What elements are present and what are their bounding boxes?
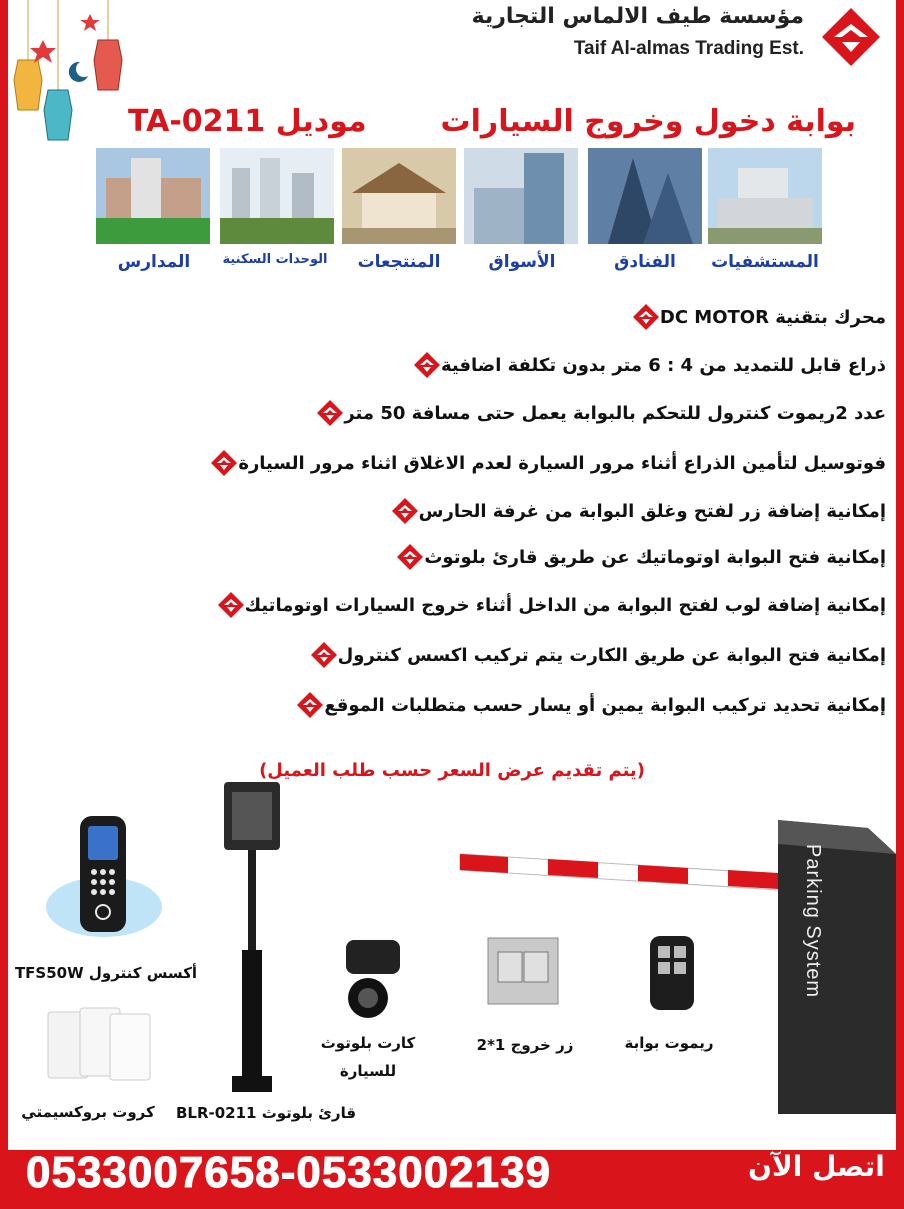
feature-text: إمكانية فتح البوابة اوتوماتيك عن طريق قارئ بلوتوث	[424, 546, 886, 568]
phone-numbers[interactable]: 0533007658-0533002139	[26, 1148, 552, 1197]
feature-item	[298, 640, 886, 670]
feature-item	[205, 590, 886, 620]
diamond-bullet-icon	[391, 497, 419, 525]
feature-item	[198, 448, 886, 478]
model-number: موديل TA-0211	[128, 104, 367, 139]
diamond-bullet-icon	[296, 691, 324, 719]
venue-photo-schools	[96, 148, 210, 244]
call-now-label: اتصل الآن	[748, 1150, 885, 1183]
diamond-bullet-icon	[413, 351, 441, 379]
proximity-cards-image	[44, 1006, 154, 1082]
feature-text: عدد 2ريموت كنترول للتحكم بالبوابة يعمل حتى مسافة 50 متر	[344, 402, 886, 424]
company-logo-icon	[820, 6, 882, 68]
venue-photo-residential	[220, 148, 334, 244]
diamond-bullet-icon	[210, 449, 238, 477]
feature-item	[379, 496, 886, 526]
feature-text: إمكانية إضافة لوب لفتح البوابة من الداخل أثناء خروج السيارات اوتوماتيك	[244, 594, 886, 616]
venue-label-schools: المدارس	[117, 252, 191, 272]
company-name-english: Taif Al-almas Trading Est.	[573, 38, 804, 59]
diamond-bullet-icon	[310, 641, 338, 669]
venue-label-hospitals: المستشفيات	[711, 252, 819, 272]
access-control-device-image	[44, 812, 164, 942]
exit-button-label: زر خروج 1*2	[476, 1036, 574, 1054]
bluetooth-card-label-line1: كارت بلوتوث	[320, 1034, 416, 1052]
company-name-arabic: مؤسسة طيف الالماس التجارية	[471, 4, 804, 29]
venue-photo-hospitals	[708, 148, 822, 244]
barrier-brand-text: Parking System	[802, 844, 824, 999]
bluetooth-reader-label: قارئ بلوتوث BLR-0211	[175, 1104, 357, 1122]
bluetooth-card-label-line2: للسيارة	[339, 1062, 397, 1080]
feature-text: محرك بتقنية DC MOTOR	[659, 306, 886, 328]
bluetooth-reader-pole-image	[212, 778, 292, 1098]
feature-text: فوتوسيل لتأمين الذراع أثناء مرور السيارة لعدم الاغلاق اثناء مرور السيارة	[238, 452, 886, 474]
feature-text: ذراع قابل للتمديد من 4 : 6 متر بدون تكلفة اضافية	[441, 354, 886, 376]
venue-label-hotels: الفنادق	[614, 252, 676, 272]
diamond-bullet-icon	[396, 543, 424, 571]
proximity-cards-label: كروت بروكسيمتي	[21, 1103, 155, 1121]
diamond-bullet-icon	[316, 399, 344, 427]
feature-item	[401, 350, 886, 380]
barrier-text-wrap	[794, 844, 854, 1064]
flyer-sheet	[8, 0, 896, 1150]
feature-item	[620, 302, 886, 332]
feature-text: إمكانية إضافة زر لفتح وغلق البوابة من غرفة الحارس	[418, 500, 886, 522]
venue-label-malls: الأسواق	[488, 252, 556, 272]
venue-photo-hotels	[588, 148, 702, 244]
feature-text: إمكانية فتح البوابة عن طريق الكارت يتم تركيب اكسس كنترول	[337, 644, 886, 666]
page-title: بوابة دخول وخروج السيارات	[440, 104, 856, 139]
feature-text: إمكانية تحديد تركيب البوابة يمين أو يسار حسب متطلبات الموقع	[324, 694, 886, 716]
diamond-bullet-icon	[217, 591, 245, 619]
feature-item	[284, 690, 886, 720]
venue-photo-malls	[464, 148, 578, 244]
gate-remote-label: ريموت بوابة	[624, 1034, 714, 1052]
feature-item	[384, 542, 886, 572]
ramadan-lanterns-decoration	[8, 0, 138, 150]
venue-label-resorts: المنتجعات	[357, 252, 441, 272]
feature-item	[304, 398, 886, 428]
venue-label-residential: الوحدات السكنية	[222, 252, 328, 267]
access-control-label: أكسس كنترول TFS50W	[14, 964, 198, 982]
bluetooth-car-card-image	[338, 936, 408, 1026]
venue-photo-resorts	[342, 148, 456, 244]
price-note: (يتم تقديم عرض السعر حسب طلب العميل)	[259, 760, 645, 781]
diamond-bullet-icon	[632, 303, 660, 331]
